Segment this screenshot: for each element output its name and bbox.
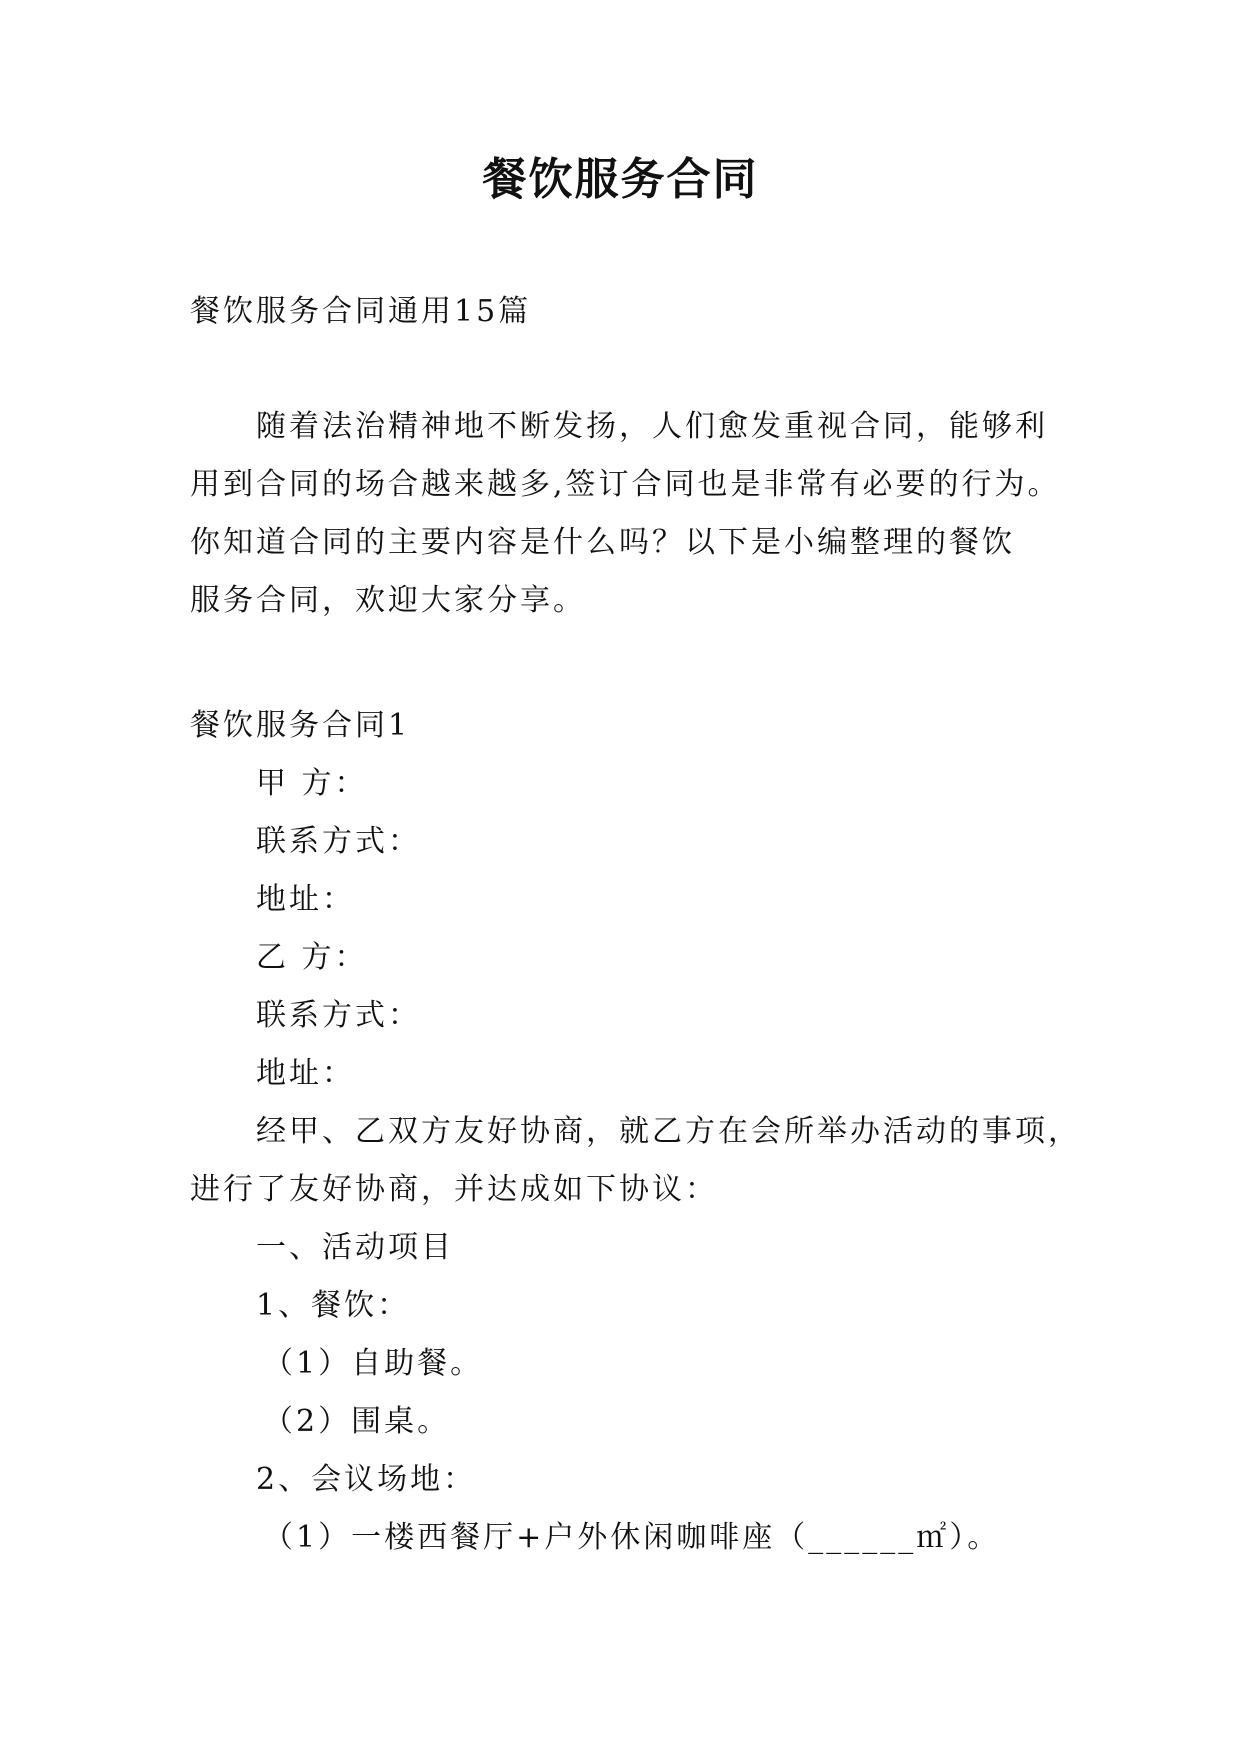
party-b-address-label: 地址： — [256, 1056, 355, 1091]
section-heading: 餐饮服务合同1 — [190, 708, 411, 743]
party-a-label: 甲 方： — [256, 766, 368, 801]
agreement-line-1: 经甲、乙双方友好协商，就乙方在会所举办活动的事项， — [256, 1114, 1081, 1149]
item-1-1: （1）自助餐。 — [263, 1346, 484, 1381]
item-1-2: （2）围桌。 — [263, 1404, 451, 1439]
intro-line-2: 用到合同的场合越来越多,签订合同也是非常有必要的行为。 — [190, 467, 1061, 502]
party-b-contact-label: 联系方式： — [256, 998, 421, 1033]
clause-1-heading: 一、活动项目 — [256, 1230, 454, 1265]
party-b-label: 乙 方： — [256, 940, 368, 975]
item-2-1: （1）一楼西餐厅+户外休闲咖啡座（______㎡）。 — [263, 1520, 1001, 1555]
party-a-contact-label: 联系方式： — [256, 824, 421, 859]
party-a-address-label: 地址： — [256, 882, 355, 917]
item-2: 2、会议场地： — [256, 1462, 477, 1497]
intro-line-1: 随着法治精神地不断发扬，人们愈发重视合同，能够利 — [256, 409, 1048, 444]
intro-line-3: 你知道合同的主要内容是什么吗？以下是小编整理的餐饮 — [190, 525, 1015, 560]
document-title: 餐饮服务合同 — [482, 154, 759, 205]
document-subtitle: 餐饮服务合同通用15篇 — [190, 294, 532, 329]
item-1: 1、餐饮： — [256, 1288, 411, 1323]
intro-line-4: 服务合同，欢迎大家分享。 — [190, 583, 586, 618]
agreement-line-2: 进行了友好协商，并达成如下协议： — [190, 1172, 718, 1207]
